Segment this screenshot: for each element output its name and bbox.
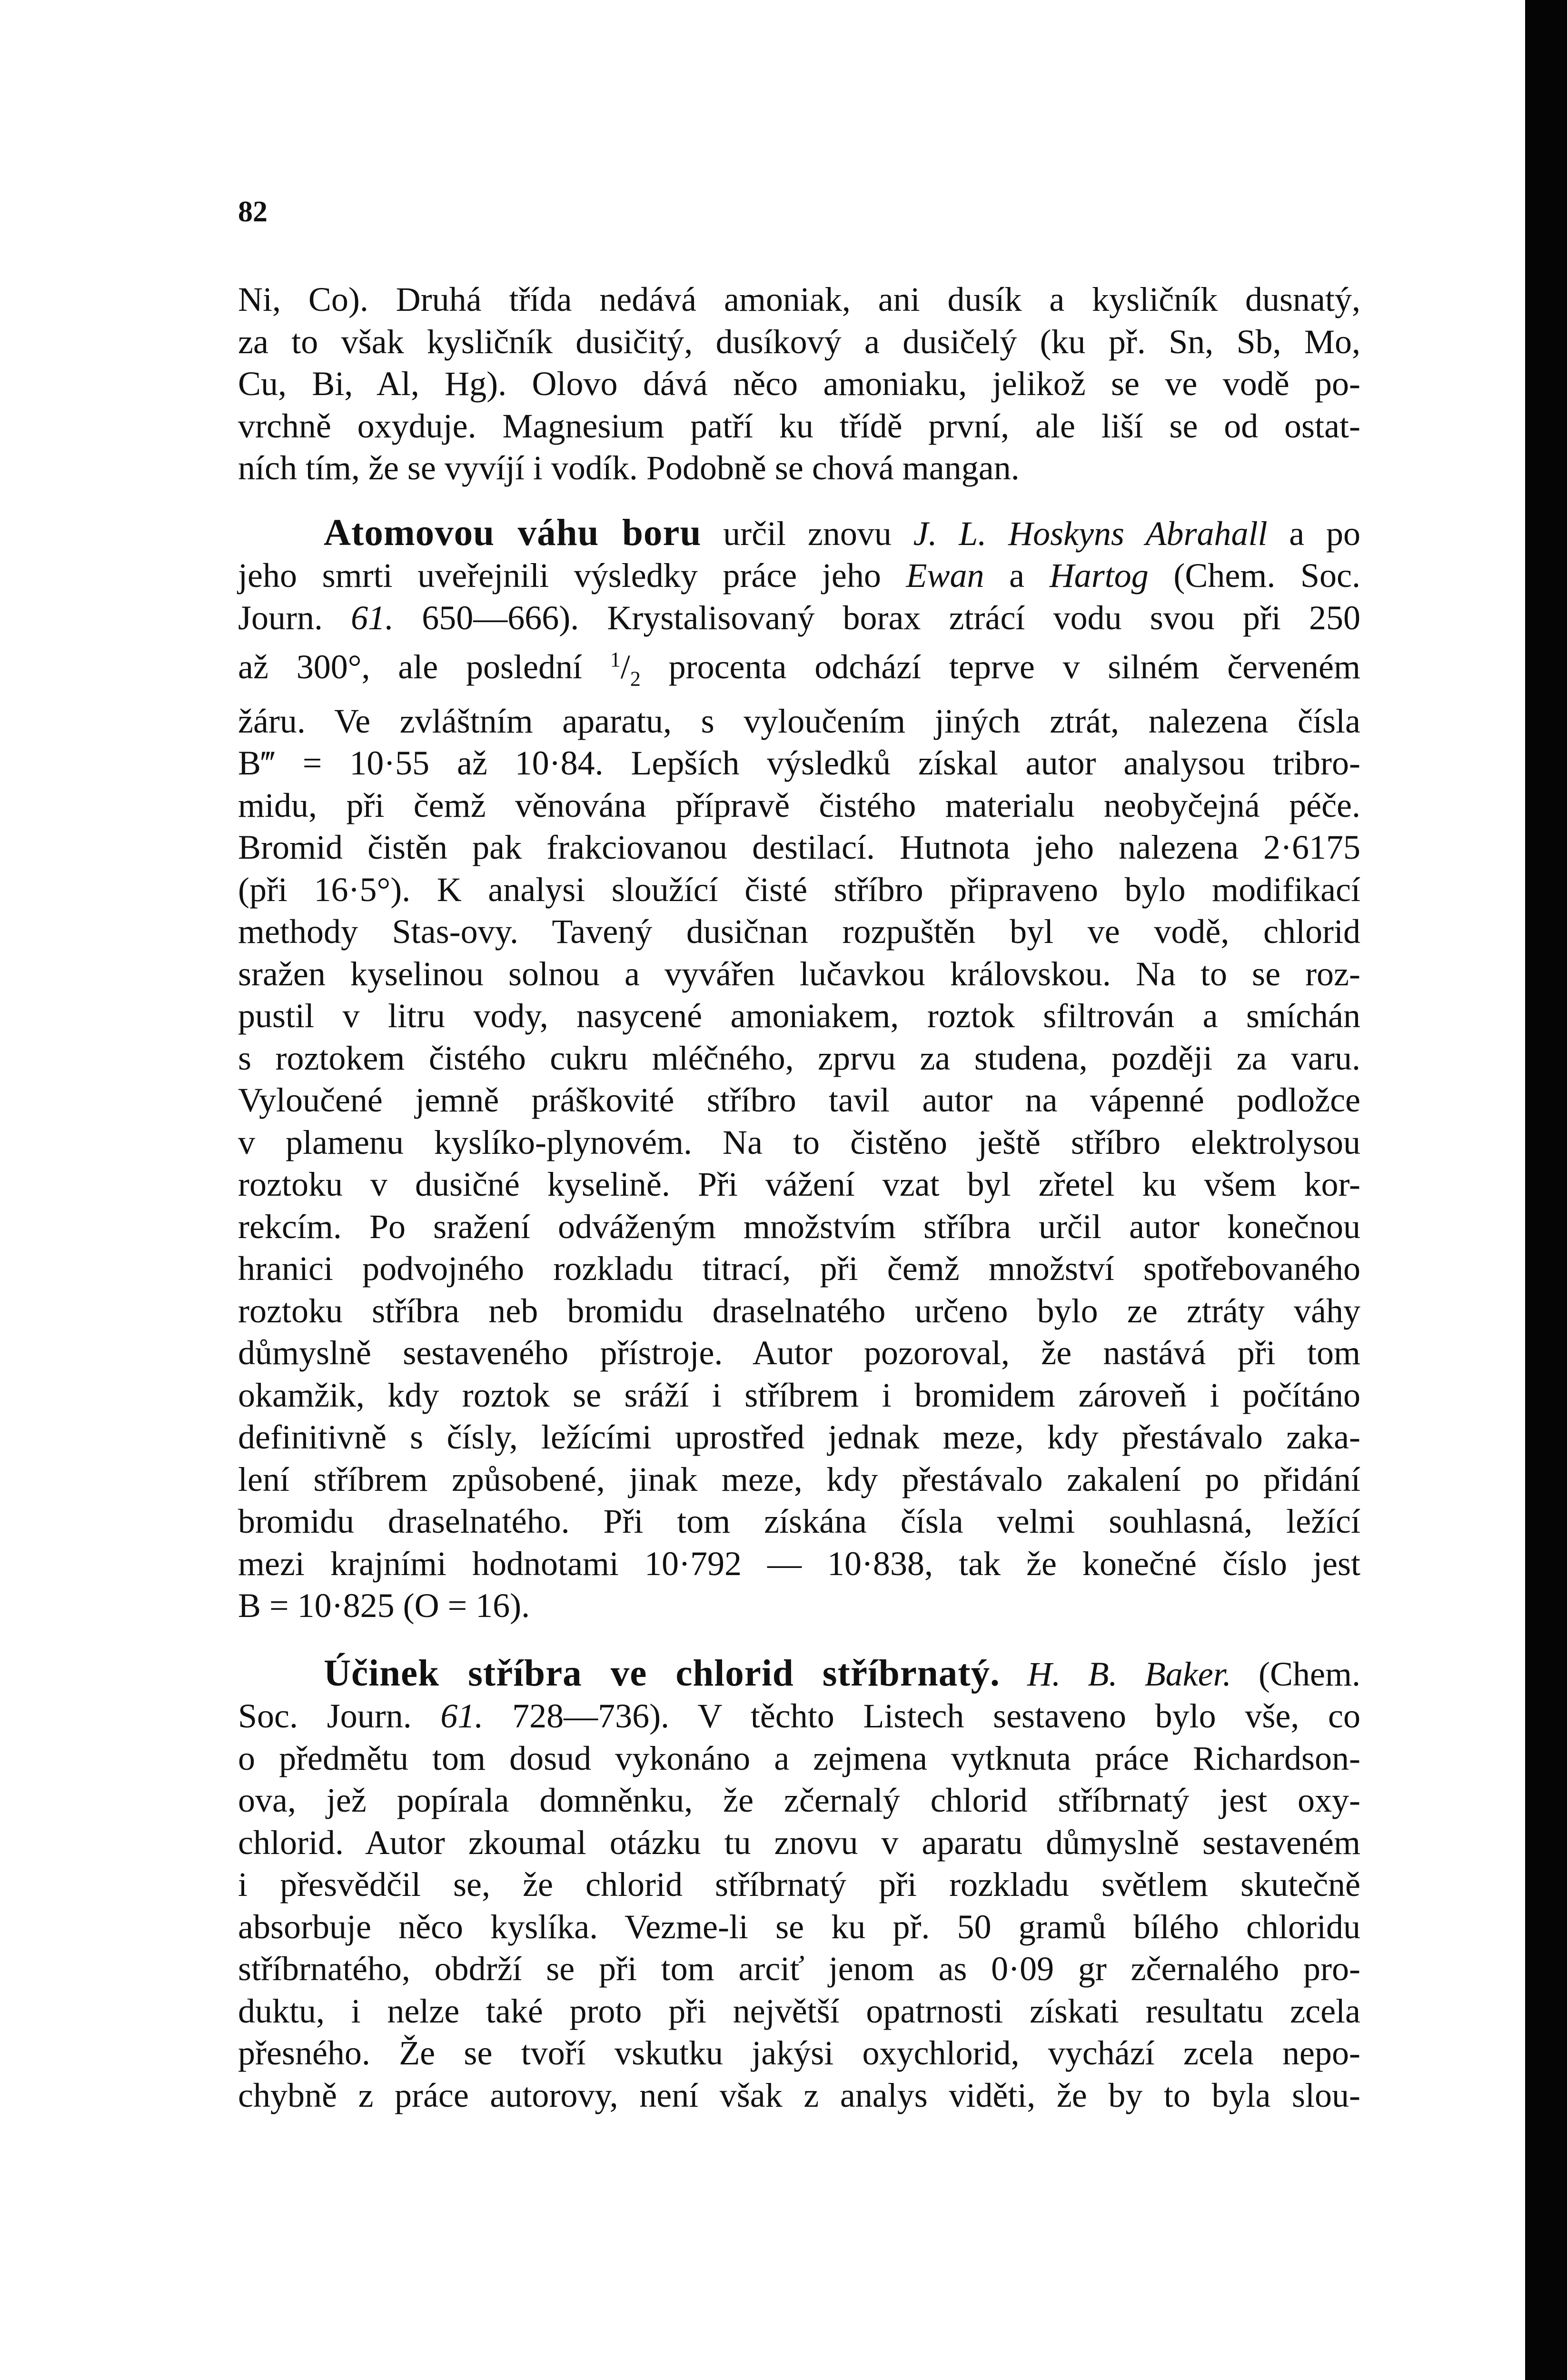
fraction-numerator: 1 <box>610 648 621 671</box>
text-run: až 300°, ale poslední <box>238 648 610 686</box>
text-line: rekcím. Po sražení odváženým množstvím stříbra určil autor konečnou <box>238 1207 1360 1246</box>
author-name: J. L. Hoskyns Abrahall <box>913 514 1268 553</box>
text-run: určil znovu <box>701 514 913 553</box>
paragraph-boron <box>238 512 1360 1627</box>
text-run: (Chem. <box>1231 1655 1360 1693</box>
text-run: Journ. <box>238 598 351 637</box>
fraction-half: $^1/_2$ <box>610 648 641 691</box>
text-line: žáru. Ve zvláštním aparatu, s vyloučením jiných ztrát, nalezena čísla <box>238 702 1360 740</box>
text-line: pustil v litru vody, nasycené amoniakem, roztok sfiltrován a smíchán <box>238 997 1360 1035</box>
text-line: v plamenu kyslíko-plynovém. Na to čistěno ještě stříbro elektrolysou <box>238 1123 1360 1161</box>
text-line: s roztokem čistého cukru mléčného, zprvu za studena, později za varu. <box>238 1039 1360 1077</box>
text-line: midu, při čemž věnována přípravě čistého materialu neobyčejná péče. <box>238 786 1360 824</box>
text-line: okamžik, kdy roztok se sráží i stříbrem i bromidem zároveň i počítáno <box>238 1376 1360 1414</box>
text-line: definitivně s čísly, ležícími uprostřed jednak meze, kdy přestávalo zaka- <box>238 1418 1360 1457</box>
text-run: Soc. Journ. <box>238 1697 441 1735</box>
text-line: lení stříbrem způsobené, jinak meze, kdy přestávalo zakalení po přidání <box>238 1460 1360 1498</box>
text-line: (při 16·5°). K analysi sloužící čisté stříbro připraveno bylo modifikací <box>238 870 1360 909</box>
volume-number: 61. <box>351 598 394 637</box>
text-line <box>238 597 1360 639</box>
text-line: ova, jež popírala domněnku, že zčernalý chlorid stříbrnatý jest oxy- <box>238 1781 1360 1820</box>
text-run: a po <box>1267 514 1360 553</box>
text-line: absorbuje něco kyslíka. Vezme-li se ku př. 50 gramů bílého chloridu <box>238 1907 1360 1946</box>
volume-number: 61. <box>440 1697 484 1735</box>
text-line: roztoku v dusičné kyselině. Při vážení vzat byl zřetel ku všem kor- <box>238 1165 1360 1204</box>
fraction-denominator: 2 <box>630 667 641 691</box>
text-run: jeho smrti uveřejnili výsledky práce jeho <box>238 556 906 595</box>
author-name: H. B. Baker. <box>1027 1655 1231 1693</box>
text-line: Bromid čistěn pak frakciovanou destilací. Hutnota jeho nalezena 2·6175 <box>238 828 1360 867</box>
author-name: Hartog <box>1049 556 1149 595</box>
text-line: o předmětu tom dosud vykonáno a zejmena vytknuta práce Richardson- <box>238 1739 1360 1777</box>
text-line <box>238 555 1360 597</box>
text-line: vrchně oxyduje. Magnesium patří ku třídě první, ale liší se od ostat- <box>238 407 1360 445</box>
text-line: za to však kysličník dusičitý, dusíkový a dusičelý (ku př. Sn, Sb, Mo, <box>238 322 1360 361</box>
text-line: chybně z práce autorovy, není však z analys viděti, že by to byla slou- <box>238 2076 1360 2114</box>
text-line: B = 10·825 (O = 16). <box>238 1587 530 1625</box>
text-run: 650—666). Krystalisovaný borax ztrácí vodu svou při 250 <box>394 598 1360 637</box>
text-line: mezi krajními hodnotami 10·792 — 10·838, tak že konečné číslo jest <box>238 1544 1360 1583</box>
text-run: a <box>984 556 1050 595</box>
text-line: sražen kyselinou solnou a vyvářen lučavkou královskou. Na to se roz- <box>238 954 1360 993</box>
scan-edge-bar <box>1525 0 1567 2380</box>
text-line: důmyslně sestaveného přístroje. Autor pozoroval, že nastává při tom <box>238 1334 1360 1372</box>
text-run: procenta odchází teprve v silném červeném <box>640 648 1361 686</box>
author-name: Ewan <box>906 556 984 595</box>
text-line: roztoku stříbra neb bromidu draselnatého určeno bylo ze ztráty váhy <box>238 1291 1360 1330</box>
text-line: methody Stas-ovy. Tavený dusičnan rozpuštěn byl ve vodě, chlorid <box>238 912 1360 951</box>
text-line: ních tím, že se vyvíjí i vodík. Podobně se chová mangan. <box>238 449 1020 487</box>
text-line: duktu, i nelze také proto při největší opatrnosti získati resultatu zcela <box>238 1992 1360 2030</box>
text-line: Ni, Co). Druhá třída nedává amoniak, ani dusík a kysličník dusnatý, <box>238 280 1360 318</box>
text-line: stříbrnatého, obdrží se při tom arciť jenom as 0·09 gr zčernalého pro- <box>238 1950 1360 1988</box>
page-content <box>238 278 1360 2116</box>
text-run: 728—736). V těchto Listech sestaveno bylo vše, co <box>483 1697 1360 1735</box>
text-line: B‴ = 10·55 až 10·84. Lepších výsledků získal autor analysou tribro- <box>238 744 1360 783</box>
text-line: hranici podvojného rozkladu titrací, při čemž množství spotřebovaného <box>238 1250 1360 1288</box>
page-number: 82 <box>238 196 268 228</box>
paragraph-1 <box>238 278 1360 489</box>
text-line: bromidu draselnatého. Při tom získána čísla velmi souhlasná, ležící <box>238 1502 1360 1541</box>
text-line: i přesvědčil se, že chlorid stříbrnatý při rozkladu světlem skutečně <box>238 1865 1360 1904</box>
text-line <box>238 1653 1360 1696</box>
text-line <box>238 512 1360 555</box>
section-heading-silver-chloride: Účinek stříbra ve chlorid stříbrnatý. <box>324 1652 1000 1694</box>
paragraph-silver-chloride <box>238 1653 1360 2117</box>
text-line: chlorid. Autor zkoumal otázku tu znovu v aparatu důmyslně sestaveném <box>238 1823 1360 1862</box>
text-run: (Chem. Soc. <box>1148 556 1360 595</box>
text-line: Cu, Bi, Al, Hg). Olovo dává něco amoniaku, jelikož se ve vodě po- <box>238 365 1360 403</box>
text-line <box>238 639 1360 700</box>
section-heading-boron: Atomovou váhu boru <box>324 512 702 554</box>
text-line <box>238 1695 1360 1737</box>
text-line: Vyloučené jemně práškovité stříbro tavil autor na vápenné podložce <box>238 1081 1360 1120</box>
text-line: přesného. Že se tvoří vskutku jakýsi oxychlorid, vychází zcela nepo- <box>238 2034 1360 2073</box>
